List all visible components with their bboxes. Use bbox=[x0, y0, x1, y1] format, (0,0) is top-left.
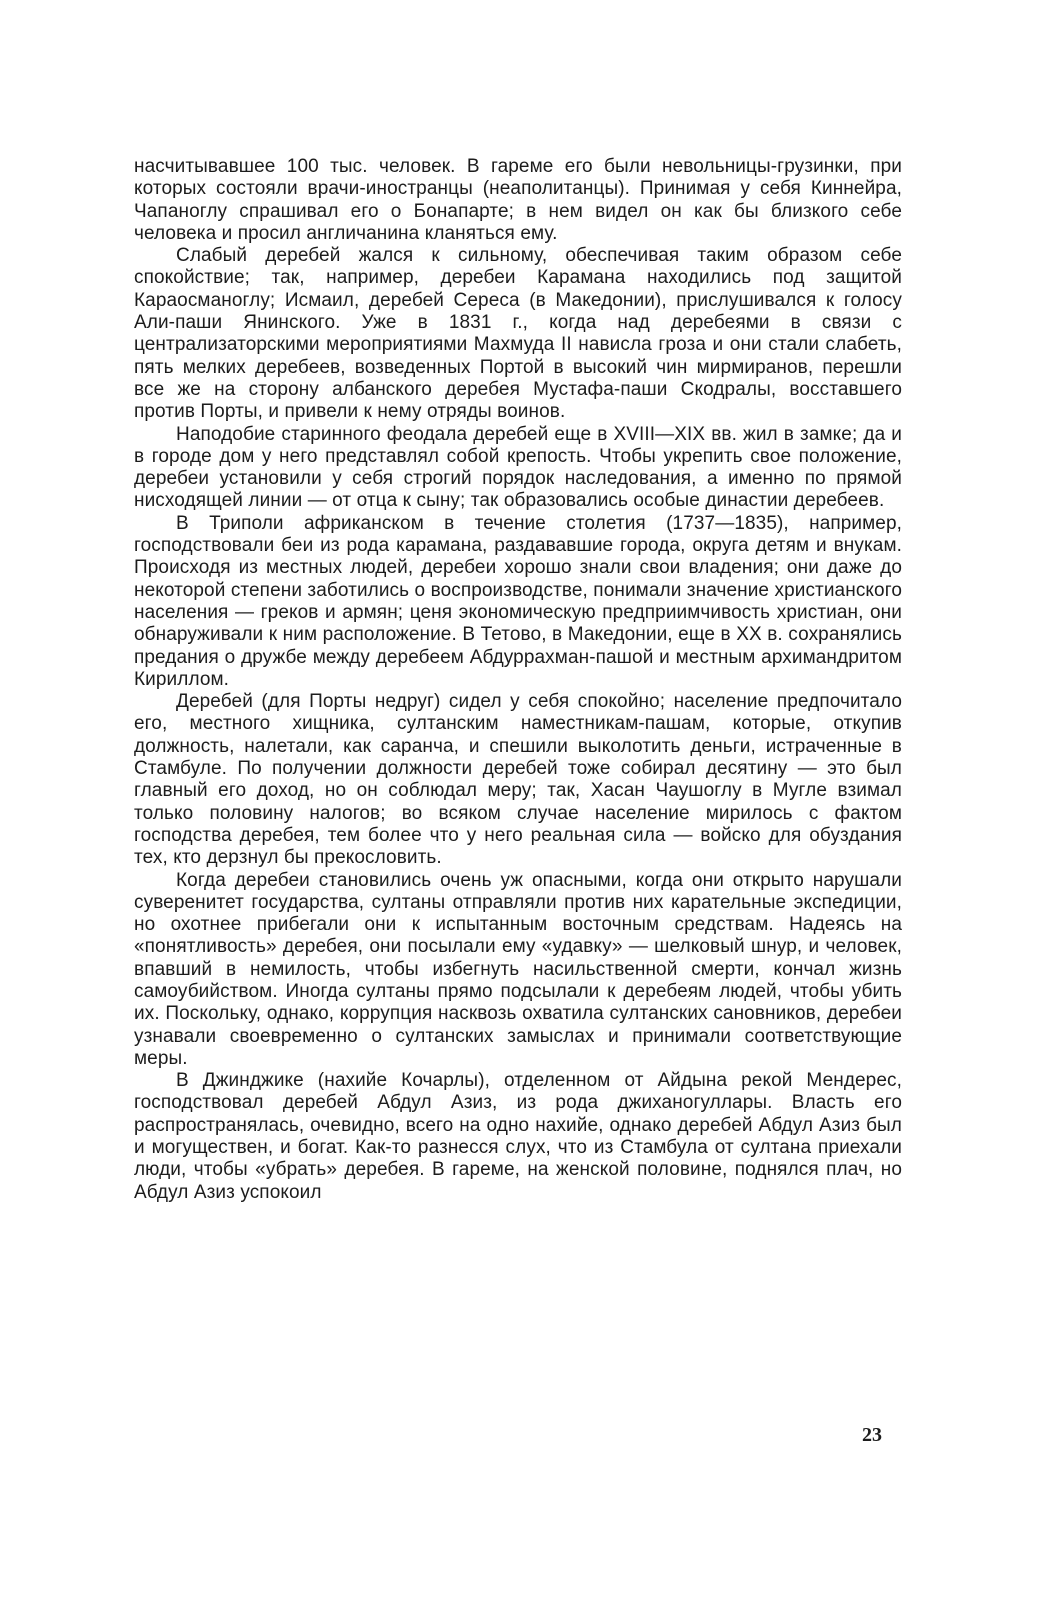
paragraph-5: Деребей (для Порты недруг) сидел у себя спокойно; население предпочитало его, местного хищника, султанским наместникам-пашам, которые, откупив должность, налетали, как саранча, и спешили выколотить деньги, истраченные в Стамбуле. По получении должности деребей тоже собирал десятину — это был главный его доход, но он соблюдал меру; так, Хасан Чаушоглу в Мугле взимал только половину налогов; во всяком случае население мирилось с фактом господства деребея, тем более что у него реальная сила — войско для обуздания тех, кто дерзнул бы прекословить. bbox=[134, 691, 902, 869]
paragraph-2: Слабый деребей жался к сильному, обеспечивая таким образом себе спокойствие; так, например, деребеи Карамана находились под защитой Караосманоглу; Исмаил, деребей Сереса (в Македонии), прислушивался к голосу Али-паши Янинского. Уже в 1831 г., когда над деребеями в связи с централизаторскими мероприятиями Махмуда II нависла гроза и они стали слабеть, пять мелких деребеев, возведенных Портой в высокий чин мирмиранов, перешли все же на сторону албанского деребея Мустафа-паши Скодралы, восставшего против Порты, и привели к нему отряды воинов. bbox=[134, 245, 902, 423]
paragraph-1: насчитывавшее 100 тыс. человек. В гареме его были невольницы-грузинки, при которых состояли врачи-иностранцы (неаполитанцы). Принимая у себя Киннейра, Чапаноглу спрашивал его о Бонапарте; в нем видел он как бы близкого себе человека и просил англичанина кланяться ему. bbox=[134, 156, 902, 244]
body-text bbox=[134, 156, 902, 1204]
paragraph-7: В Джинджике (нахийе Кочарлы), отделенном от Айдына рекой Мендерес, господствовал деребей Абдул Азиз, из рода джиханогуллары. Власть его распространялась, очевидно, всего на одно нахийе, однако деребей Абдул Азиз был и могуществен, и богат. Как-то разнесся слух, что из Стамбула от султана приехали люди, чтобы «убрать» деребея. В гареме, на женской половине, поднялся плач, но Абдул Азиз успокоил bbox=[134, 1070, 902, 1203]
paragraph-3: Наподобие старинного феодала деребей еще в XVIII—XIX вв. жил в замке; да и в городе дом у него представлял собой крепость. Чтобы укрепить свое положение, деребеи установили у себя строгий порядок наследования, а именно по прямой нисходящей линии — от отца к сыну; так образовались особые династии деребеев. bbox=[134, 423, 902, 512]
paragraph-4: В Триполи африканском в течение столетия (1737—1835), например, господствовали беи из рода карамана, раздававшие города, округа детям и внукам. Происходя из местных людей, деребеи хорошо знали свои владения; они даже до некоторой степени заботились о воспроизводстве, понимали значение христианского населения — греков и армян; ценя экономическую предприимчивость христиан, они обнаруживали к ним расположение. В Тетово, в Македонии, еще в XX в. сохранялись предания о дружбе между деребеем Абдуррахман-пашой и местным архимандритом Кириллом. bbox=[134, 512, 902, 690]
page-number: 23 bbox=[862, 1424, 882, 1446]
paragraph-6: Когда деребеи становились очень уж опасными, когда они открыто нарушали суверенитет государства, султаны отправляли против них карательные экспедиции, но охотнее прибегали они к испытанным восточным средствам. Надеясь на «понятливость» деребея, они посылали ему «удавку» — шелковый шнур, и человек, впавший в немилость, чтобы избегнуть насильственной смерти, кончал жизнь самоубийством. Иногда султаны прямо подсылали к деребеям людей, чтобы убить их. Поскольку, однако, коррупция насквозь охватила султанских сановников, деребеи узнавали своевременно о султанских замыслах и принимали соответствующие меры. bbox=[134, 869, 902, 1069]
